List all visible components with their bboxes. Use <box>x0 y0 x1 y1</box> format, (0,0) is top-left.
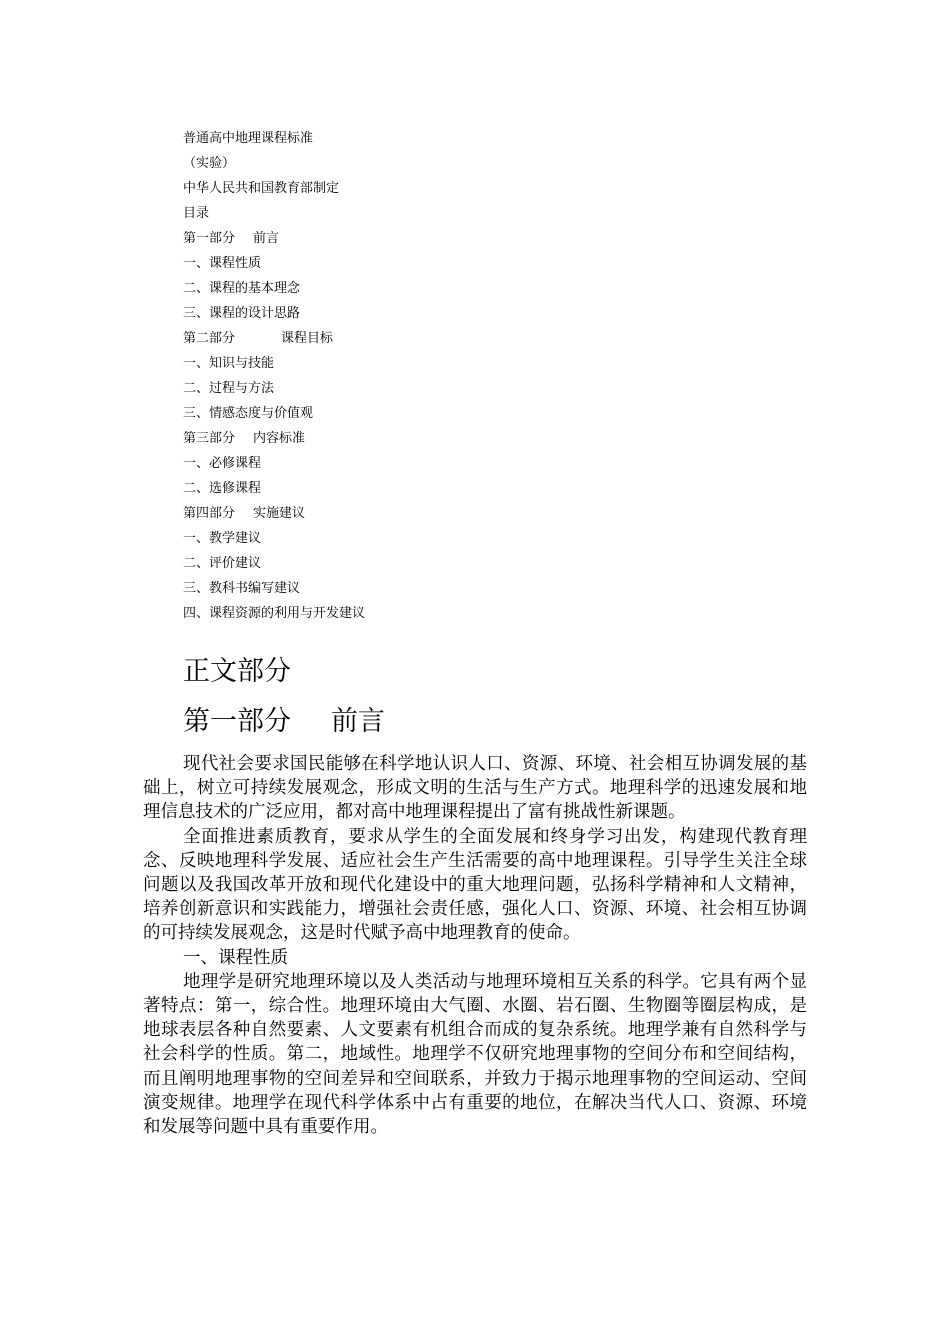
body-paragraph: 地理学是研究地理环境以及人类活动与地理环境相互关系的科学。它具有两个显著特点：第一，综合性。地理环境由大气圈、水圈、岩石圈、生物圈等圈层构成，是地球表层各种自然要素、人文要素有机组合而成的复杂系统。地理学兼有自然科学与社会科学的性质。第二，地域性。地理学不仅研究地理事物的空间分布和空间结构，而且阐明地理事物的空间差异和空间联系，并致力于揭示地理事物的空间运动、空间演变规律。地理学在现代科学体系中占有重要的地位，在解决当代人口、资源、环境和发展等问题中具有重要作用。 <box>143 971 807 1138</box>
toc-item: 二、过程与方法 <box>183 381 275 396</box>
toc-item: 一、课程性质 <box>183 256 262 271</box>
toc-item: 四、课程资源的利用与开发建议 <box>183 606 366 621</box>
part-heading-name: 前言 <box>331 706 385 737</box>
toc-part-3 <box>183 426 803 451</box>
toc-part-1 <box>183 226 803 251</box>
toc-part-4 <box>183 501 803 526</box>
body-paragraph: 现代社会要求国民能够在科学地认识人口、资源、环境、社会相互协调发展的基础上，树立可持续发展观念，形成文明的生活与生产方式。地理科学的迅速发展和地理信息技术的广泛应用，都对高中地理课程提出了富有挑战性新课题。 <box>143 754 807 823</box>
toc-part-number: 第三部分 <box>183 431 236 446</box>
toc-part-number: 第二部分 <box>183 331 236 346</box>
document-title: 普通高中地理课程标准 <box>183 131 314 146</box>
toc-part-number: 第四部分 <box>183 506 236 521</box>
toc-item: 三、教科书编写建议 <box>183 581 301 596</box>
subsection-title: 一、课程性质 <box>183 947 288 968</box>
contents-label: 目录 <box>183 206 210 221</box>
section-title: 正文部分 <box>183 656 291 687</box>
toc-part-name: 实施建议 <box>253 506 306 521</box>
main-body <box>143 652 807 1139</box>
toc-part-name: 前言 <box>253 231 280 246</box>
toc-item: 二、课程的基本理念 <box>183 281 301 296</box>
toc-part-name: 课程目标 <box>281 331 334 346</box>
toc-item: 三、情感态度与价值观 <box>183 406 314 421</box>
toc-part-name: 内容标准 <box>253 431 306 446</box>
toc-part-number: 第一部分 <box>183 231 236 246</box>
part-heading <box>183 702 807 742</box>
toc-part-2 <box>183 326 803 351</box>
document-issuer: 中华人民共和国教育部制定 <box>183 181 340 196</box>
table-of-contents <box>183 126 803 626</box>
toc-item: 一、教学建议 <box>183 531 262 546</box>
toc-item: 二、选修课程 <box>183 481 262 496</box>
body-paragraph: 全面推进素质教育，要求从学生的全面发展和终身学习出发，构建现代教育理念、反映地理科学发展、适应社会生产生活需要的高中地理课程。引导学生关注全球问题以及我国改革开放和现代化建设中的重大地理问题，弘扬科学精神和人文精神，培养创新意识和实践能力，增强社会责任感，强化人口、资源、环境、社会相互协调的可持续发展观念，这是时代赋予高中地理教育的使命。 <box>143 826 807 944</box>
document-subtitle: （实验） <box>183 156 236 171</box>
part-heading-number: 第一部分 <box>183 706 291 737</box>
toc-item: 二、评价建议 <box>183 556 262 571</box>
toc-item: 一、知识与技能 <box>183 356 275 371</box>
toc-item: 三、课程的设计思路 <box>183 306 301 321</box>
toc-item: 一、必修课程 <box>183 456 262 471</box>
